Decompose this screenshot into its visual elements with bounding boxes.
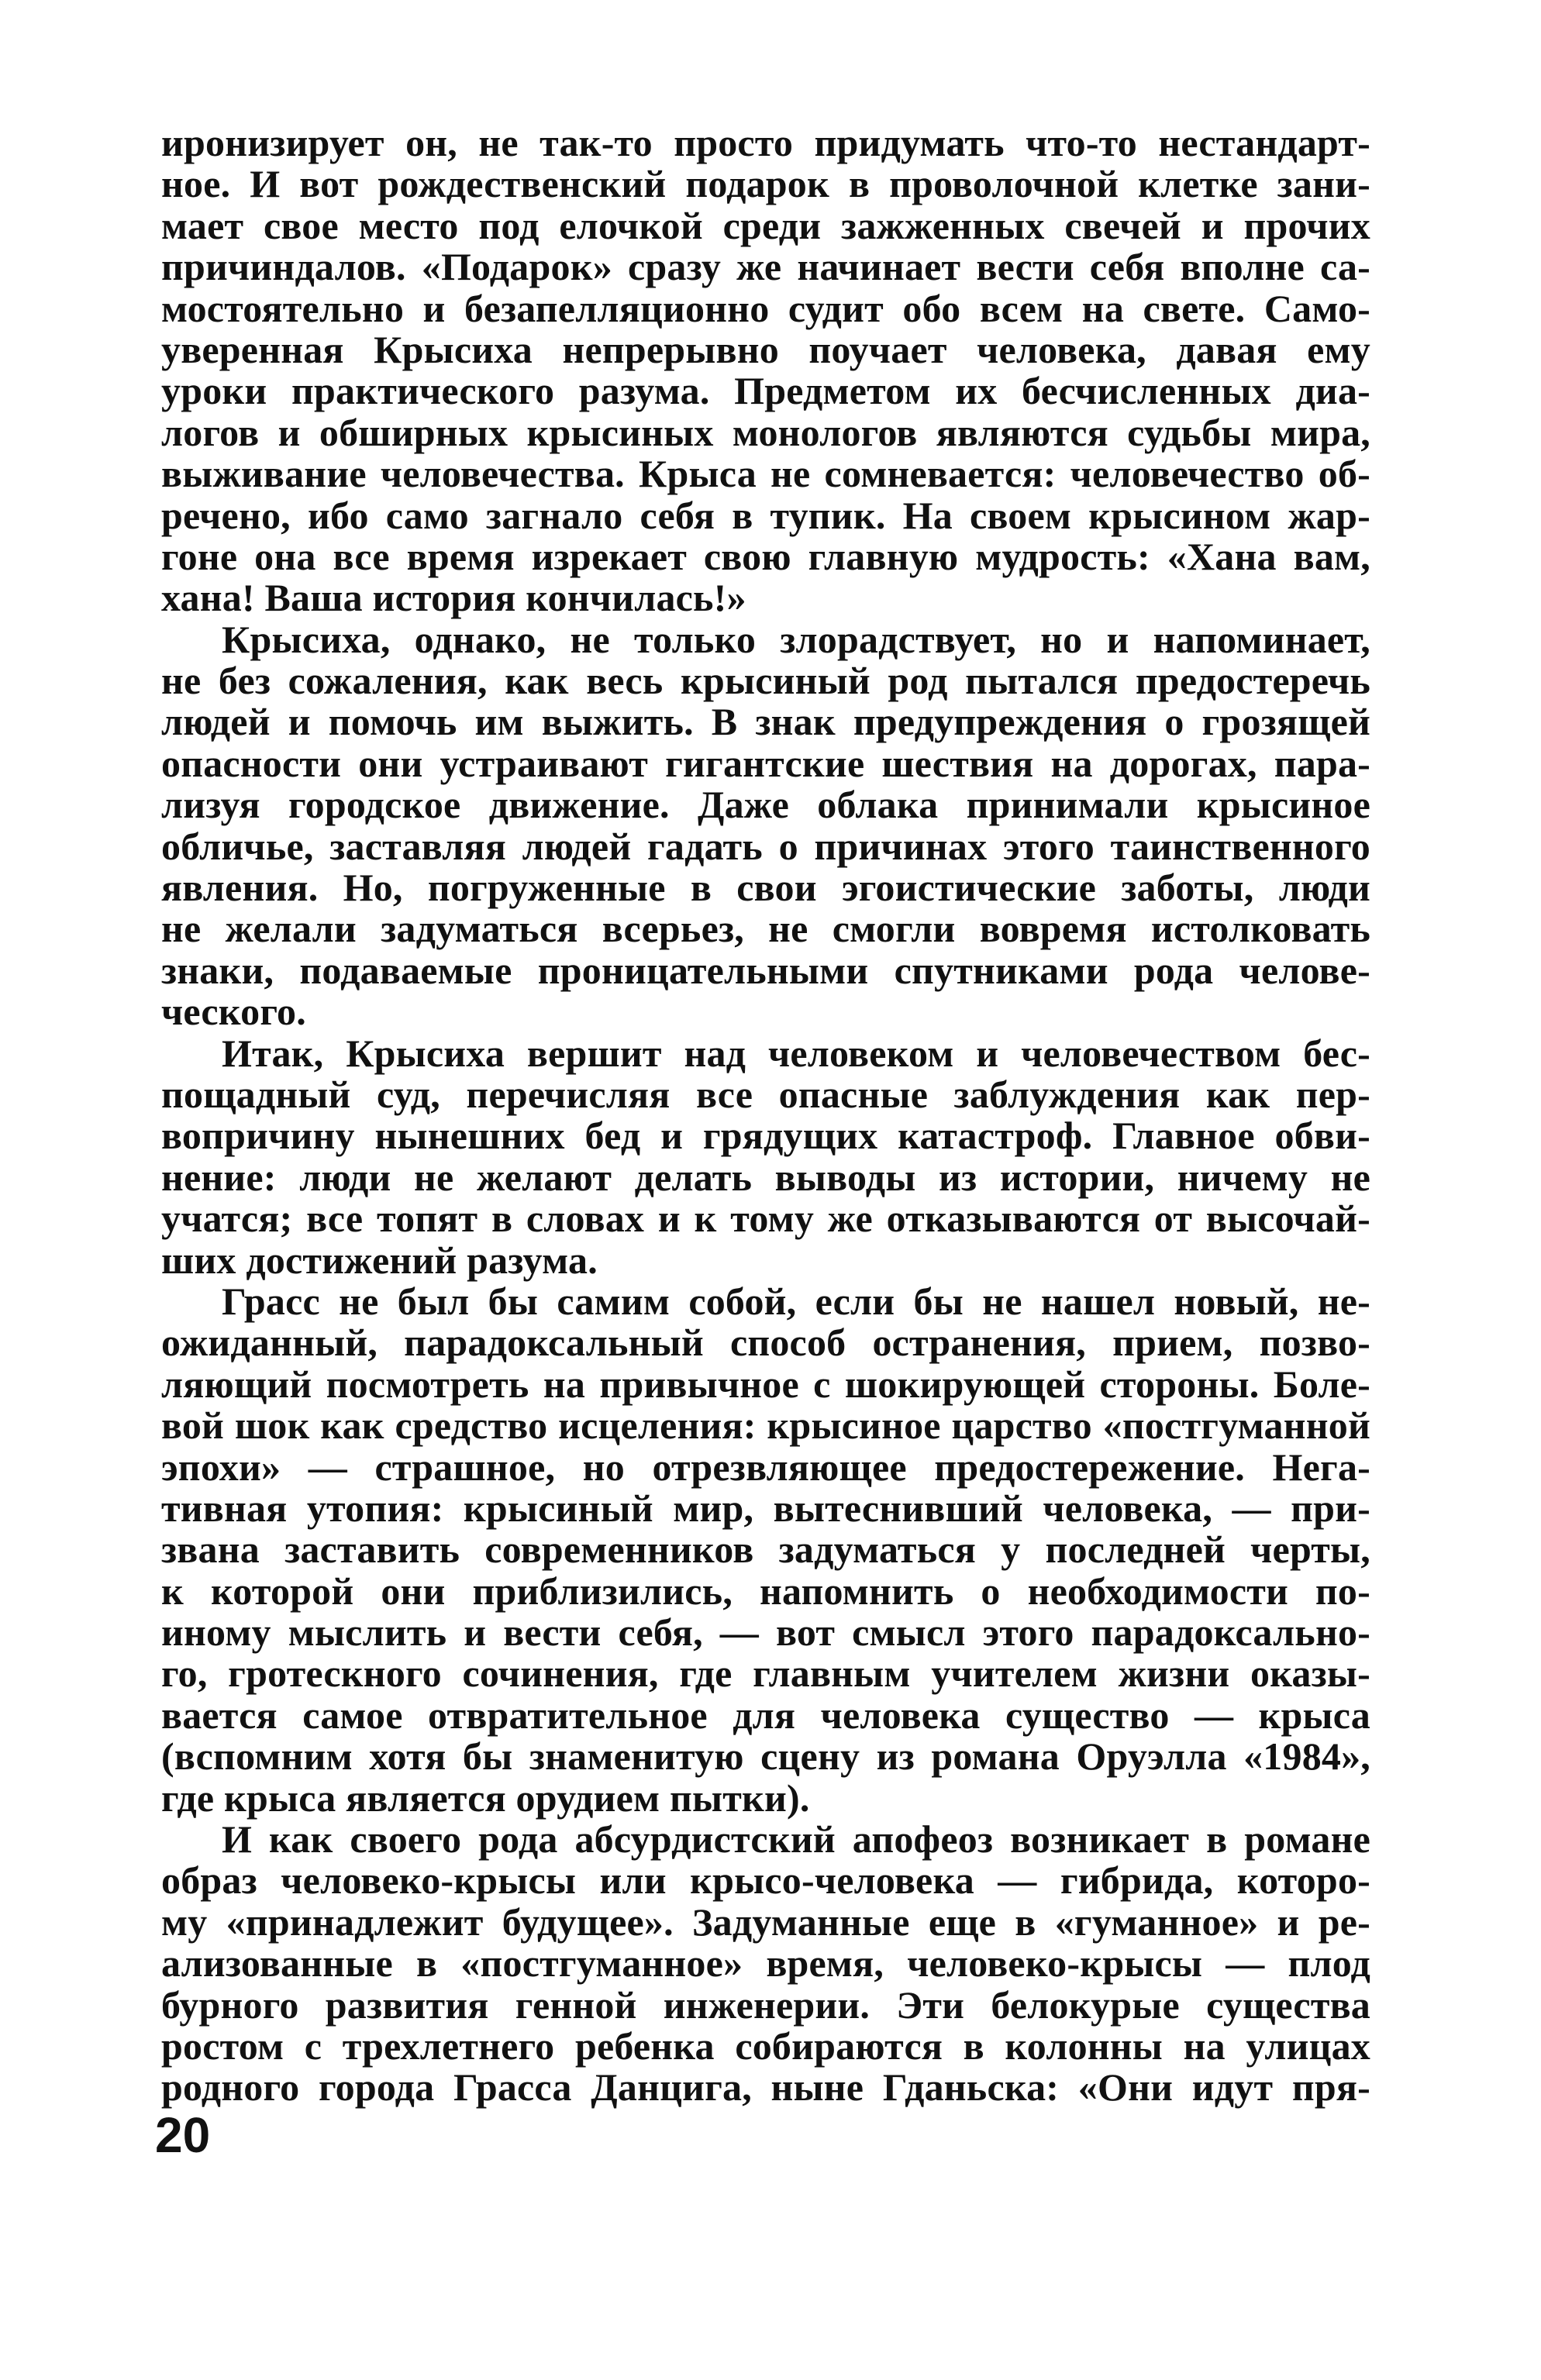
page-number: 20 bbox=[155, 2107, 211, 2163]
text-line: знаки, подаваемые проницательными спутниками рода челове- bbox=[161, 948, 1370, 992]
text-line: ожиданный, парадоксальный способ остранения, прием, позво- bbox=[161, 1321, 1370, 1365]
text-line: мает свое место под елочкой среди зажженных свечей и прочих bbox=[161, 203, 1370, 247]
text-line: опасности они устраивают гигантские шествия на дорогах, пара- bbox=[161, 741, 1370, 785]
text-line: ализованные в «постгуманное» время, человеко-крысы — плод bbox=[161, 1941, 1370, 1986]
text-line: Итак, Крысиха вершит над человеком и человечеством бес- bbox=[222, 1031, 1370, 1075]
text-line: не желали задуматься всерьез, не смогли вовремя истолковать bbox=[161, 907, 1370, 951]
text-line: му «принадлежит будущее». Задуманные еще в «гуманное» и ре- bbox=[161, 1900, 1370, 1944]
text-line: образ человеко-крысы или крысо-человека — гибрида, которо- bbox=[161, 1858, 1370, 1903]
text-line: логов и обширных крысиных монологов являются судьбы мира, bbox=[161, 410, 1370, 454]
text-line: го, гротескного сочинения, где главным учителем жизни оказы- bbox=[161, 1652, 1370, 1696]
text-line: вой шок как средство исцеления: крысиное царство «постгуманной bbox=[161, 1404, 1370, 1448]
text-line: ших достижений разума. bbox=[161, 1238, 598, 1282]
text-line: бурного развития генной инженерии. Эти белокурые существа bbox=[161, 1982, 1370, 2027]
text-line: эпохи» — страшное, но отрезвляющее предостережение. Нега- bbox=[161, 1445, 1370, 1489]
text-line: к которой они приблизились, напомнить о необходимости по- bbox=[161, 1569, 1370, 1613]
text-line: явления. Но, погруженные в свои эгоистические заботы, люди bbox=[161, 866, 1370, 910]
text-line: хана! Ваша история кончилась!» bbox=[161, 576, 746, 620]
text-line: людей и помочь им выжить. В знак предупреждения о грозящей bbox=[161, 700, 1370, 744]
text-line: где крыса является орудием пытки). bbox=[161, 1776, 810, 1820]
text-line: ростом с трехлетнего ребенка собираются в колонны на улицах bbox=[161, 2024, 1370, 2068]
text-line: вопричину нынешних бед и грядущих катастроф. Главное обви- bbox=[161, 1114, 1370, 1158]
text-line: ное. И вот рождественский подарок в проволочной клетке зани- bbox=[161, 162, 1370, 206]
text-line: мостоятельно и безапелляционно судит обо всем на свете. Само- bbox=[161, 286, 1370, 330]
text-line: обличье, заставляя людей гадать о причинах этого таинственного bbox=[161, 824, 1370, 868]
text-line: звана заставить современников задуматься у последней черты, bbox=[161, 1528, 1370, 1572]
text-line: (вспомним хотя бы знаменитую сцену из романа Оруэлла «1984», bbox=[161, 1734, 1370, 1779]
text-line: И как своего рода абсурдистский апофеоз возникает в романе bbox=[222, 1817, 1370, 1862]
text-line: выживание человечества. Крыса не сомневается: человечество об- bbox=[161, 452, 1370, 496]
text-line: уверенная Крысиха непрерывно поучает человека, давая ему bbox=[161, 327, 1370, 371]
text-line: гоне она все время изрекает свою главную мудрость: «Хана вам, bbox=[161, 534, 1370, 578]
text-line: учатся; все топят в словах и к тому же отказываются от высочай- bbox=[161, 1197, 1370, 1241]
text-line: нение: люди не желают делать выводы из истории, ничему не bbox=[161, 1155, 1370, 1199]
text-line: Крысиха, однако, не только злорадствует, но и напоминает, bbox=[222, 617, 1370, 661]
body-text bbox=[161, 122, 1370, 2109]
text-line: уроки практического разума. Предметом их бесчисленных диа- bbox=[161, 369, 1370, 413]
text-line: Грасс не был бы самим собой, если бы не нашел новый, не- bbox=[222, 1279, 1370, 1323]
text-line: ляющий посмотреть на привычное с шокирующей стороны. Боле- bbox=[161, 1362, 1370, 1406]
text-line: ческого. bbox=[161, 990, 306, 1034]
text-line: родного города Грасса Данцига, ныне Гданьска: «Они идут пря- bbox=[161, 2065, 1370, 2110]
text-line: иронизирует он, не так-то просто придумать что-то нестандарт- bbox=[161, 121, 1370, 164]
text-line: причиндалов. «Подарок» сразу же начинает вести себя вполне са- bbox=[161, 245, 1370, 289]
text-line: иному мыслить и вести себя, — вот смысл этого парадоксально- bbox=[161, 1610, 1370, 1655]
text-line: речено, ибо само загнало себя в тупик. На своем крысином жар- bbox=[161, 493, 1370, 537]
text-line: не без сожаления, как весь крысиный род пытался предостеречь bbox=[161, 659, 1370, 703]
text-line: тивная утопия: крысиный мир, вытеснивший человека, — при- bbox=[161, 1486, 1370, 1530]
text-line: лизуя городское движение. Даже облака принимали крысиное bbox=[161, 783, 1370, 827]
text-line: пощадный суд, перечисляя все опасные заблуждения как пер- bbox=[161, 1072, 1370, 1116]
text-line: вается самое отвратительное для человека существо — крыса bbox=[161, 1693, 1370, 1737]
